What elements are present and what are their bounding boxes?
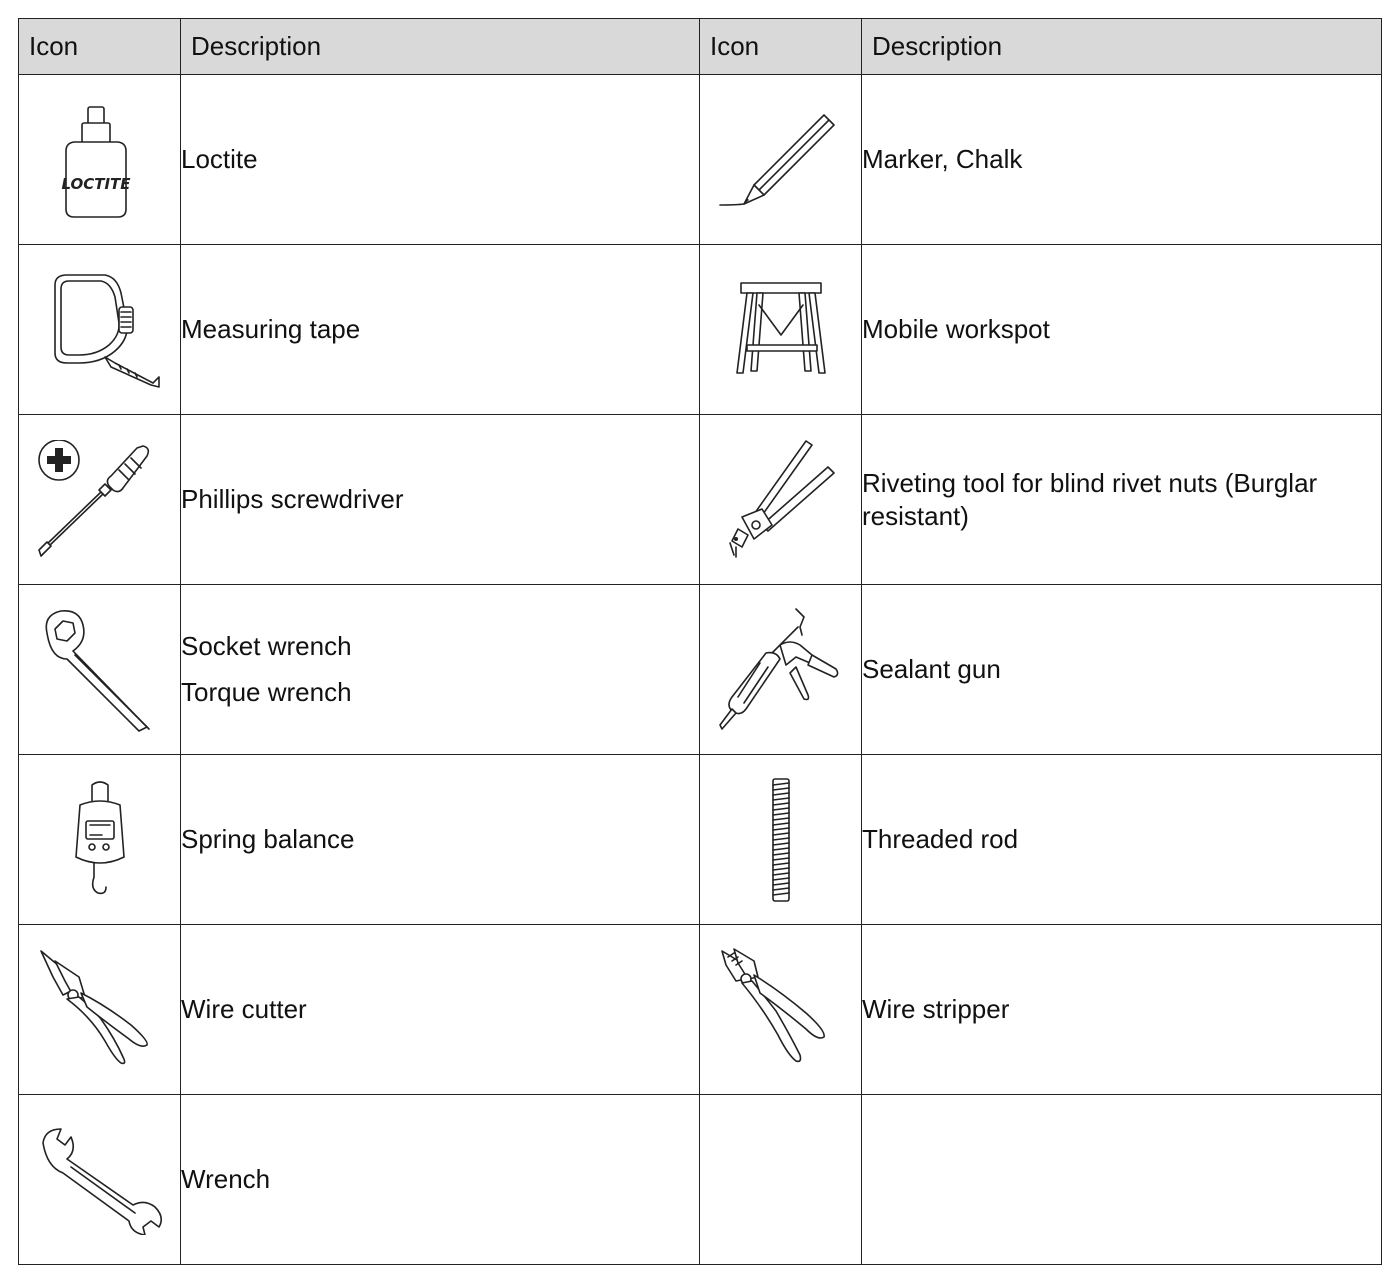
description-cell: [862, 75, 1382, 245]
header-icon-right: Icon: [700, 19, 862, 75]
icon-cell: [700, 585, 862, 755]
icon-cell: [700, 75, 862, 245]
icon-cell: [700, 925, 862, 1095]
header-icon-left: Icon: [19, 19, 181, 75]
description-text: Torque wrench: [181, 677, 352, 707]
tools-table: [18, 18, 1382, 1265]
icon-cell: [19, 75, 181, 245]
measuring-tape-icon: [35, 267, 165, 392]
loctite-label: LOCTITE: [60, 174, 131, 193]
threaded-rod-icon: [761, 775, 801, 905]
description-cell: [181, 75, 700, 245]
description-cell: [862, 755, 1382, 925]
description-text: Measuring tape: [181, 314, 361, 344]
description-text: Wrench: [181, 1164, 271, 1194]
description-text: Wire stripper: [862, 994, 1010, 1024]
description-text: Threaded rod: [862, 824, 1019, 854]
sawhorse-icon: [731, 275, 831, 385]
description-cell: [181, 925, 700, 1095]
description-cell: [181, 755, 700, 925]
wire-stripper-icon: [716, 947, 846, 1072]
description-text: Sealant gun: [862, 654, 1001, 684]
description-cell: [181, 585, 700, 755]
table-row: [19, 245, 1382, 415]
spring-balance-icon: [50, 777, 150, 902]
table-row: [19, 1095, 1382, 1265]
icon-cell: [700, 415, 862, 585]
icon-cell: [700, 245, 862, 415]
header-description-left: Description: [181, 19, 700, 75]
description-cell: [862, 585, 1382, 755]
description-cell: [862, 245, 1382, 415]
table-header-row: [19, 19, 1382, 75]
description-text: Wire cutter: [181, 994, 307, 1024]
sealant-gun-icon: [716, 605, 846, 735]
marker-pencil-icon: [716, 105, 846, 215]
phillips-screwdriver-icon: [35, 440, 165, 560]
icon-cell: [700, 755, 862, 925]
icon-cell: [19, 925, 181, 1095]
wire-cutter-icon: [35, 947, 165, 1072]
empty-description-cell: [862, 1095, 1382, 1265]
description-text: Mobile workspot: [862, 314, 1050, 344]
icon-cell: [19, 585, 181, 755]
description-cell: [181, 245, 700, 415]
loctite-bottle-icon: [40, 95, 160, 225]
description-text: Riveting tool for blind rivet nuts (Burglar resistant): [862, 467, 1318, 531]
description-text: Phillips screwdriver: [181, 484, 404, 514]
table-row: [19, 75, 1382, 245]
table-row: [19, 755, 1382, 925]
description-cell: [862, 415, 1382, 585]
description-cell: [181, 1095, 700, 1265]
description-cell: [181, 415, 700, 585]
table-row: [19, 925, 1382, 1095]
riveting-tool-icon: [716, 437, 846, 562]
description-text: Socket wrench: [181, 631, 352, 661]
icon-cell: [19, 1095, 181, 1265]
description-text: Loctite: [181, 144, 258, 174]
table-row: [19, 415, 1382, 585]
header-description-right: Description: [862, 19, 1382, 75]
open-end-wrench-icon: [35, 1125, 165, 1235]
table-row: [19, 585, 1382, 755]
icon-cell: [19, 415, 181, 585]
socket-wrench-icon: [35, 605, 165, 735]
description-text: Spring balance: [181, 824, 355, 854]
description-cell: [862, 925, 1382, 1095]
icon-cell: [19, 245, 181, 415]
icon-cell: [19, 755, 181, 925]
empty-icon-cell: [700, 1095, 862, 1265]
description-text: Marker, Chalk: [862, 144, 1023, 174]
